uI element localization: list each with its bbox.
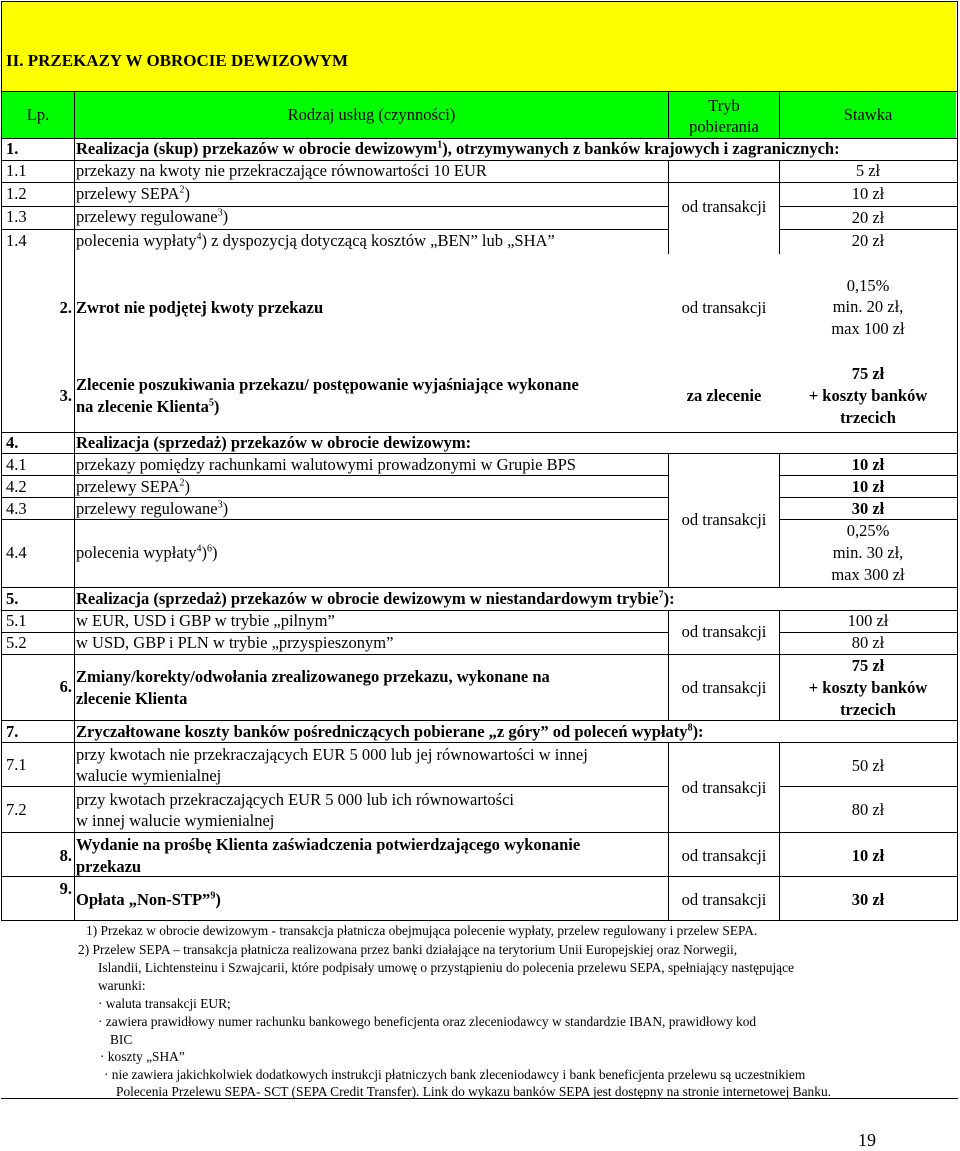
footnote-2-line2: Islandii, Lichtensteinu i Szwajcarii, które podpisały umowę o przystąpieniu do polecenia przelewu SEPA, spełniający następujące (98, 960, 794, 975)
row-6-rate-extra: + koszty banków (808, 678, 928, 697)
row-number: 4.2 (6, 477, 27, 496)
row-1-2-description: przelewy SEPA$^2$) (76, 184, 190, 203)
row-2-rate-max: max 100 zł (831, 319, 905, 338)
hline (1, 91, 958, 92)
row-4-1-description: przekazy pomiędzy rachunkami walutowymi prowadzonymi w Grupie BPS (76, 455, 576, 474)
row-3-description-line1: Zlecenie poszukiwania przekazu/ postępowanie wyjaśniające wykonane (76, 375, 579, 394)
hline (1, 720, 958, 721)
row-number: 7.2 (6, 800, 27, 819)
footnote-2-line4: · waluta transakcji EUR; (98, 996, 231, 1011)
row-2-mode: od transakcji (681, 298, 767, 317)
row-7-1-description-line1: przy kwotach nie przekraczających EUR 5 000 lub jej równowartości w innej (76, 745, 588, 764)
row-1-2-rate: 10 zł (851, 184, 885, 203)
hline (1, 654, 958, 655)
row-1-4-description: polecenia wypłaty$^4$) z dyspozycją dotyczącą kosztów „BEN” lub „SHA” (76, 231, 555, 250)
row-5-2-description: w USD, GBP i PLN w trybie „przyspieszonym” (76, 633, 394, 652)
hline (1, 742, 958, 743)
hline (779, 786, 958, 787)
row-9-rate: 30 zł (851, 890, 885, 909)
hline (779, 497, 958, 498)
footnote-2-line8: · nie zawiera jakichkolwiek dodatkowych instrukcji płatniczych bank zleceniodawcy i bank beneficjenta przelewu są uczestnikiem (104, 1067, 806, 1082)
hline (1, 182, 958, 183)
row-4-4-description: polecenia wypłaty$^4$)$^6$) (76, 543, 218, 562)
row-number: 5. (6, 589, 19, 608)
row-3-rate-extra-2: trzecich (840, 408, 896, 427)
row-number: 5.2 (6, 633, 27, 652)
row-number: 4.3 (6, 499, 27, 518)
row-number: 7. (6, 722, 19, 741)
row-6-description-line1: Zmiany/korekty/odwołania zrealizowanego przekazu, wykonane na (76, 667, 550, 686)
footnote-2-line5: · zawiera prawidłowy numer rachunku bankowego beneficjenta oraz zleceniodawcy w standardzie IBAN, prawidłowy kod (98, 1014, 757, 1029)
row-4-4-rate-percent: 0,25% (846, 521, 890, 540)
group-1-mode: od transakcji (681, 197, 767, 216)
row-4-1-rate: 10 zł (851, 455, 885, 474)
hline (1, 497, 669, 498)
row-3-rate-amount: 75 zł (851, 364, 885, 383)
row-number: 1.3 (6, 207, 27, 226)
row-5-1-description: w EUR, USD i GBP w trybie „pilnym” (76, 611, 335, 630)
row-3-description-line2: na zlecenie Klienta$^5$) (76, 397, 220, 416)
header-service: Rodzaj usług (czynności) (287, 105, 456, 124)
row-number: 1.4 (6, 231, 27, 250)
row-number: 9. (59, 879, 72, 898)
row-number: 5.1 (6, 611, 27, 630)
row-1-3-description: przelewy regulowane$^3$) (76, 207, 229, 226)
vline-right (957, 91, 958, 921)
row-number: 2. (59, 298, 72, 317)
row-4-description: Realizacja (sprzedaż) przekazów w obrocie dewizowym: (76, 433, 472, 452)
row-1-1-rate: 5 zł (855, 161, 881, 180)
row-7-2-description-line2: w innej walucie wymienialnej (76, 811, 275, 830)
footnote-2-line3: warunki: (98, 978, 146, 993)
row-3-rate-extra: + koszty banków (808, 386, 928, 405)
hline (1, 786, 669, 787)
row-9-mode: od transakcji (681, 890, 767, 909)
row-4-2-rate: 10 zł (851, 477, 885, 496)
row-2-rate-percent: 0,15% (846, 276, 890, 295)
row-8-description-line2: przekazu (76, 857, 142, 876)
row-8-rate: 10 zł (851, 846, 885, 865)
hline (779, 519, 958, 520)
row-number: 8. (59, 846, 72, 865)
row-6-rate-extra-2: trzecich (840, 700, 896, 719)
hline (1, 453, 958, 454)
vline-left (1, 91, 2, 921)
hline (1, 587, 958, 588)
hline (779, 229, 958, 230)
row-number: 1. (6, 139, 19, 158)
page-number: 19 (858, 1130, 876, 1150)
row-number: 1.2 (6, 184, 27, 203)
row-2-rate-min: min. 20 zł, (832, 297, 904, 316)
footnote-2-line7: · koszty „SHA” (100, 1049, 185, 1064)
row-6-rate-amount: 75 zł (851, 656, 885, 675)
header-rate: Stawka (843, 105, 893, 124)
row-4-3-rate: 30 zł (851, 499, 885, 518)
row-1-description: Realizacja (skup) przekazów w obrocie dewizowym$^1$), otrzymywanych z banków krajowych i zagranicznych: (76, 139, 840, 158)
hline (779, 475, 958, 476)
row-8-mode: od transakcji (681, 846, 767, 865)
border-top (1, 1, 958, 2)
row-7-1-rate: 50 zł (851, 756, 885, 775)
hline (1, 876, 958, 877)
row-1-3-rate: 20 zł (851, 208, 885, 227)
hline (1, 920, 958, 921)
row-1-4-rate: 20 zł (851, 231, 885, 250)
row-3-mode: za zlecenie (686, 386, 762, 405)
row-4-4-rate-min: min. 30 zł, (832, 543, 904, 562)
footnote-2-line9: Polecenia Przelewu SEPA- SCT (SEPA Credit Transfer). Link do wykazu banków SEPA jest dostępny na stronie internetowej Banku. (116, 1084, 831, 1099)
row-9-description: Opłata „Non-STP”$^9$) (76, 890, 221, 909)
group-5-mode: od transakcji (681, 622, 767, 641)
header-mode-line1: Tryb (708, 96, 740, 115)
section-title: II. PRZEKAZY W OBROCIE DEWIZOWYM (6, 51, 349, 70)
row-5-description: Realizacja (sprzedaż) przekazów w obrocie dewizowym w niestandardowym trybie$^7$): (76, 589, 675, 608)
row-number: 1.1 (6, 161, 27, 180)
row-7-2-description-line1: przy kwotach przekraczających EUR 5 000 lub ich równowartości (76, 790, 514, 809)
row-7-description: Zryczałtowane koszty banków pośredniczących pobierane „z góry” od poleceń wypłaty$^8$): (76, 722, 704, 741)
footnote-2-line1: 2) Przelew SEPA – transakcja płatnicza realizowana przez banki działające na terytorium Unii Europejskiej oraz Norwegii, (78, 942, 738, 957)
footnote-2-line6: BIC (110, 1032, 133, 1047)
row-number: 7.1 (6, 755, 27, 774)
row-8-description-line1: Wydanie na prośbę Klienta zaświadczenia potwierdzającego wykonanie (76, 835, 581, 854)
row-5-1-rate: 100 zł (847, 611, 889, 630)
header-lp: Lp. (26, 105, 50, 124)
row-5-2-rate: 80 zł (851, 633, 885, 652)
row-4-2-description: przelewy SEPA$^2$) (76, 477, 190, 496)
border-right-title (957, 1, 958, 93)
row-4-3-description: przelewy regulowane$^3$) (76, 499, 229, 518)
row-7-2-rate: 80 zł (851, 800, 885, 819)
hline (1, 519, 669, 520)
border-left-title (1, 1, 2, 93)
row-7-1-description-line2: walucie wymienialnej (76, 766, 222, 785)
vline-lp (74, 91, 75, 921)
group-4-mode: od transakcji (681, 510, 767, 529)
row-number: 4.1 (6, 455, 27, 474)
hline (779, 206, 958, 207)
row-number: 6. (59, 677, 72, 696)
row-number: 4.4 (6, 543, 27, 562)
row-number: 4. (6, 433, 19, 452)
hline (1, 229, 669, 230)
row-1-1-description: przekazy na kwoty nie przekraczające równowartości 10 EUR (76, 161, 487, 180)
header-mode-line2: pobierania (689, 117, 759, 136)
row-2-description: Zwrot nie podjętej kwoty przekazu (76, 298, 324, 317)
row-6-description-line2: zlecenie Klienta (76, 689, 188, 708)
row-number: 3. (59, 386, 72, 405)
hline (1, 832, 958, 833)
footnote-1: 1) Przekaz w obrocie dewizowym - transakcja płatnicza obejmująca polecenie wypłaty, przelew regulowany i przelew SEPA. (86, 923, 758, 938)
row-6-mode: od transakcji (681, 678, 767, 697)
group-7-mode: od transakcji (681, 778, 767, 797)
row-4-4-rate-max: max 300 zł (831, 565, 905, 584)
hline (1, 475, 669, 476)
